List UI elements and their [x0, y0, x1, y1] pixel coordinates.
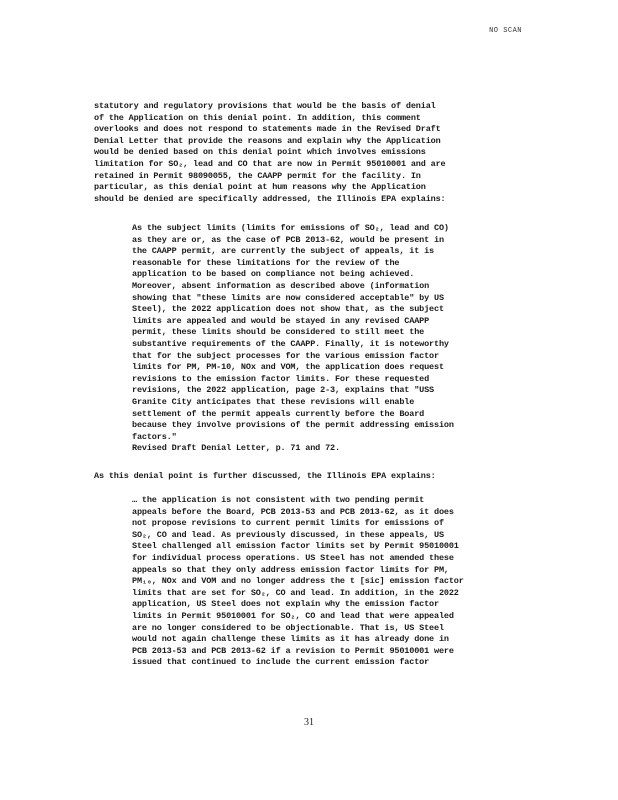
- text-line: that for the subject processes for the various emission factor: [132, 350, 439, 361]
- text-line: appeals so that they only address emission factor limits for PM,: [132, 564, 449, 575]
- text-line: limitation for SO₂, lead and CO that are now in Permit 95010001 and are: [94, 158, 446, 169]
- text-line: as they are or, as the case of PCB 2013-62, would be present in: [132, 234, 444, 245]
- paragraph-2: [94, 471, 540, 483]
- text-line: statutory and regulatory provisions that would be the basis of denial: [94, 101, 436, 111]
- block-quote-1: [132, 223, 540, 455]
- text-line: substantive requirements of the CAAPP. Finally, it is noteworthy: [132, 338, 449, 349]
- text-line: particular, as this denial point at hum reasons why the Application: [94, 182, 426, 193]
- text-line: PCB 2013-53 and PCB 2013-62 if a revision to Permit 95010001 were: [132, 645, 454, 656]
- text-line: appeals before the Board, PCB 2013-53 and PCB 2013-62, as it does: [132, 506, 454, 517]
- text-line: Moreover, absent information as described above (information: [132, 280, 430, 291]
- paragraph-1: [94, 101, 540, 205]
- text-line: Steel), the 2022 application does not show that, as the subject: [132, 304, 444, 315]
- text-line: limits in Permit 95010001 for SO₂, CO and lead that were appealed: [132, 610, 454, 621]
- text-line: not propose revisions to current permit limits for emissions of: [132, 518, 444, 529]
- header-mark: NO SCAN: [489, 27, 522, 35]
- text-line: Granite City anticipates that these revisions will enable: [132, 396, 415, 407]
- text-line: issued that continued to include the current emission factor: [132, 657, 430, 668]
- text-line: because they involve provisions of the permit addressing emission: [132, 420, 454, 431]
- text-line: SO₂, CO and lead. As previously discussed, in these appeals, US: [132, 529, 444, 540]
- text-line: … the application is not consistent with two pending permit: [132, 495, 425, 505]
- text-line: reasonable for these limitations for the review of the: [132, 257, 400, 268]
- text-line: showing that "these limits are now considered acceptable" by US: [132, 292, 444, 303]
- text-line: factors.": [132, 431, 177, 442]
- text-line: would be denied based on this denial point which involves emissions: [94, 147, 426, 158]
- text-line: of the Application on this denial point. In addition, this comment: [94, 112, 421, 123]
- text-line: overlooks and does not respond to statements made in the Revised Draft: [94, 124, 441, 135]
- text-line: PM₁₀, NOx and VOM and no longer address the t [sic] emission factor: [132, 576, 464, 587]
- text-line: should be denied are specifically addressed, the Illinois EPA explains:: [94, 193, 446, 204]
- text-line: As the subject limits (limits for emissions of SO₂, lead and CO): [132, 223, 449, 233]
- text-line: revisions to the emission factor limits. For these requested: [132, 373, 430, 384]
- page-number: 31: [304, 717, 314, 728]
- text-line: limits that are set for SO₂, CO and lead. In addition, in the 2022: [132, 587, 459, 598]
- text-line: application, US Steel does not explain why the emission factor: [132, 599, 439, 610]
- text-line: settlement of the permit appeals currently before the Board: [132, 408, 425, 419]
- text-line: revisions, the 2022 application, page 2-3, explains that "USS: [132, 385, 435, 396]
- block-quote-2: [132, 495, 540, 669]
- text-line: Steel challenged all emission factor limits set by Permit 95010001: [132, 541, 459, 552]
- text-line: application to be based on compliance not being achieved.: [132, 269, 415, 280]
- text-line: As this denial point is further discussed, the Illinois EPA explains:: [94, 471, 436, 481]
- text-line: permit, these limits should be considered to still meet the: [132, 327, 425, 338]
- text-line: limits for PM, PM-10, NOx and VOM, the application does request: [132, 362, 444, 373]
- text-line: the CAAPP permit, are currently the subject of appeals, it is: [132, 246, 435, 257]
- text-line: Denial Letter that provide the reasons and explain why the Application: [94, 135, 441, 146]
- text-line: limits are appealed and would be stayed in any revised CAAPP: [132, 315, 430, 326]
- text-line: would not again challenge these limits as it has already done in: [132, 634, 449, 645]
- text-line: for individual process operations. US Steel has not amended these: [132, 552, 454, 563]
- text-line: Revised Draft Denial Letter, p. 71 and 72.: [132, 443, 340, 454]
- text-line: are no longer considered to be objectionable. That is, US Steel: [132, 622, 444, 633]
- text-line: retained in Permit 98090055, the CAAPP permit for the facility. In: [94, 170, 421, 181]
